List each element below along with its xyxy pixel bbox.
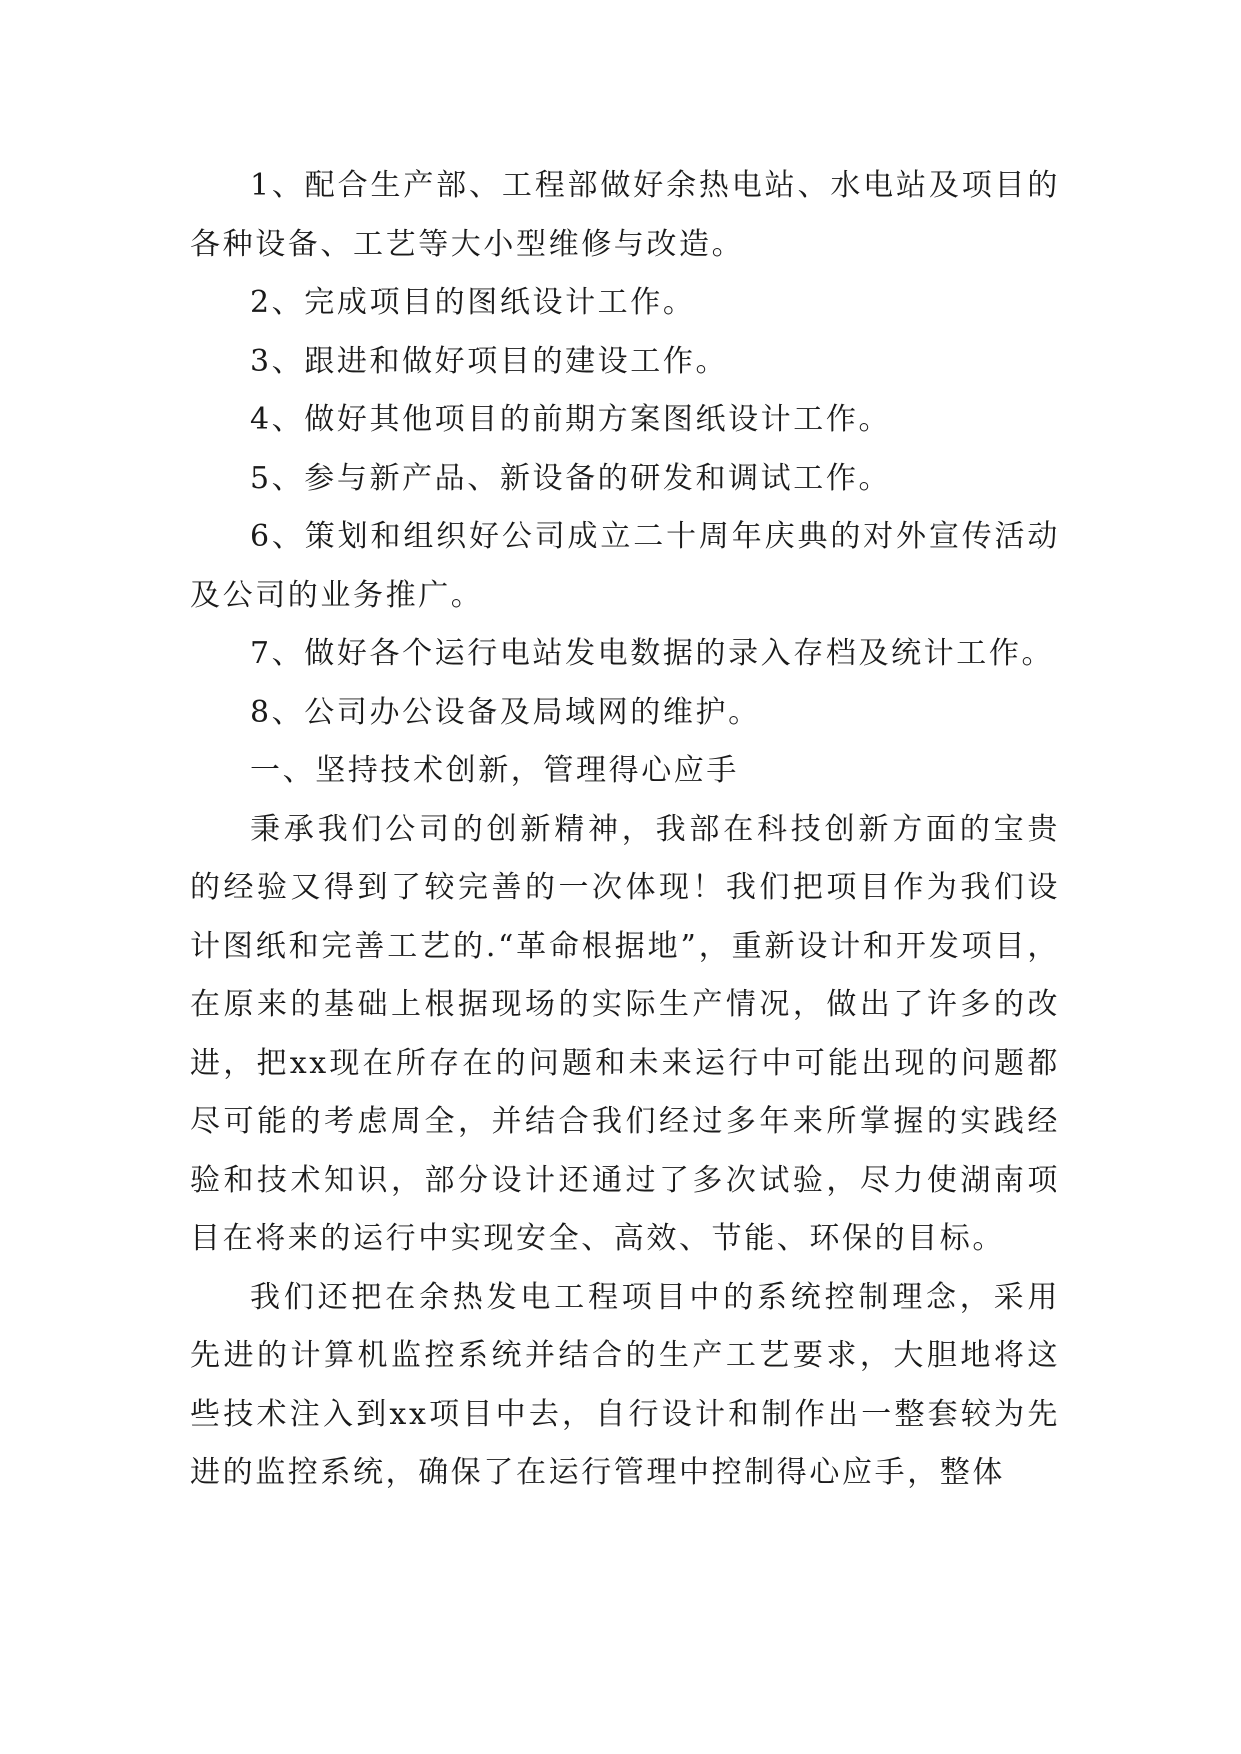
paragraph-item-1: 1、配合生产部、工程部做好余热电站、水电站及项目的各种设备、工艺等大小型维修与改造。: [190, 168, 1060, 262]
document-body: [190, 157, 1060, 1503]
section-heading: 一、坚持技术创新，管理得心应手: [250, 753, 739, 788]
body-paragraph-innovation: 秉承我们公司的创新精神，我部在科技创新方面的宝贵的经验又得到了较完善的一次体现！我们把项目作为我们设计图纸和完善工艺的.“革命根据地”，重新设计和开发项目，在原来的基础上根据现场的实际生产情况，做出了许多的改进，把xx现在所存在的问题和未来运行中可能出现的问题都尽可能的考虑周全，并结合我们经过多年来所掌握的实践经验和技术知识，部分设计还通过了多次试验，尽力使湖南项目在将来的运行中实现安全、高效、节能、环保的目标。: [190, 811, 1060, 1256]
paragraph-item-8: 8、公司办公设备及局域网的维护。: [250, 694, 761, 730]
paragraph-item-6: 6、策划和组织好公司成立二十周年庆典的对外宣传活动及公司的业务推广。: [190, 519, 1060, 613]
paragraph-item-7: 7、做好各个运行电站发电数据的录入存档及统计工作。: [250, 636, 1055, 671]
paragraph-item-2: 2、完成项目的图纸设计工作。: [250, 285, 696, 320]
paragraph-item-4: 4、做好其他项目的前期方案图纸设计工作。: [250, 402, 892, 437]
body-paragraph-monitoring: 我们还把在余热发电工程项目中的系统控制理念，采用先进的计算机监控系统并结合的生产工艺要求，大胆地将这些技术注入到xx项目中去，自行设计和制作出一整套较为先进的监控系统，确保了在运行管理中控制得心应手，整体: [190, 1279, 1060, 1490]
paragraph-item-5: 5、参与新产品、新设备的研发和调试工作。: [250, 460, 892, 496]
paragraph-item-3: 3、跟进和做好项目的建设工作。: [250, 343, 729, 379]
